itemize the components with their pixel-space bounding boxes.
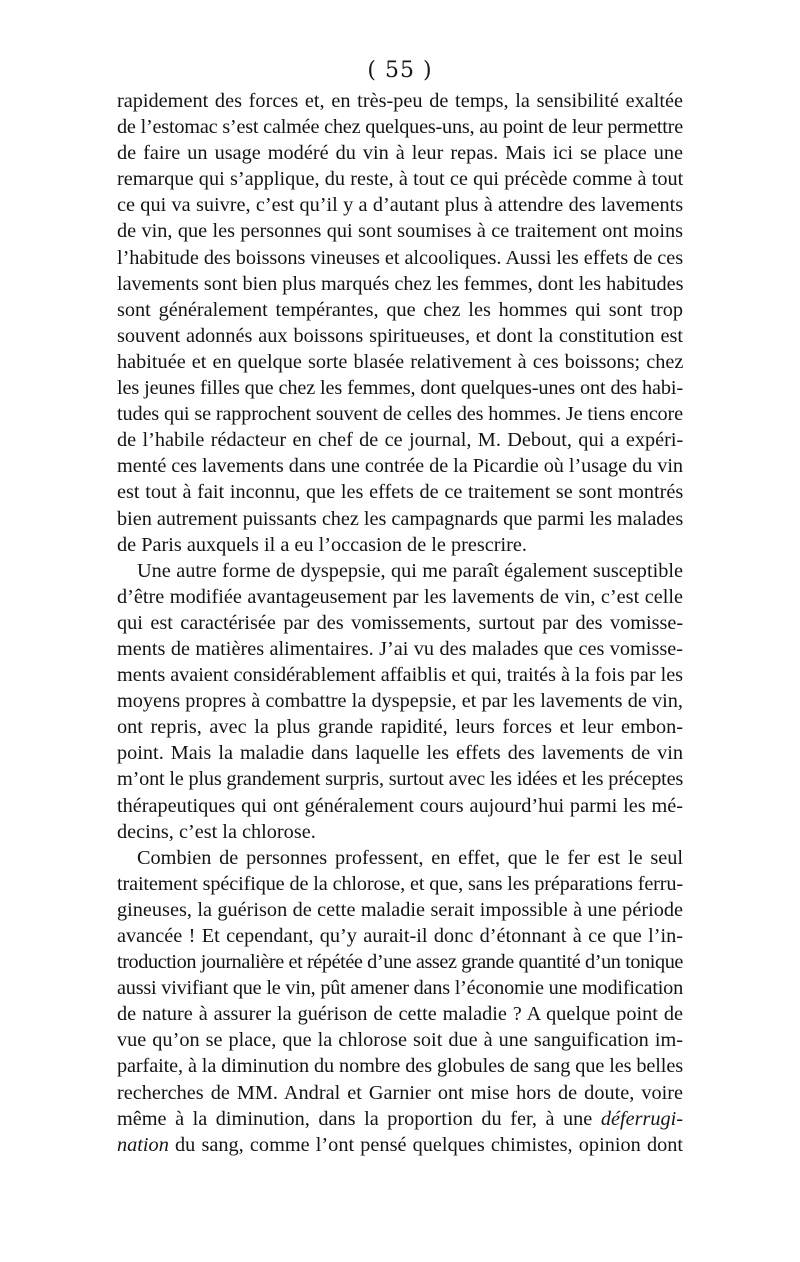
text-line: rapidement des forces et, en très-peu de temps, la sensibilité exaltée: [117, 90, 683, 112]
text-line: d’être modifiée avantageusement par les lavements de vin, c’est celle: [117, 585, 683, 608]
text-line: de faire un usage modéré du vin à leur repas. Mais ici se place une: [117, 142, 683, 165]
text-line: bien autrement puissants chez les campagnards que parmi les malades: [117, 507, 683, 530]
paragraph-2: [117, 558, 683, 845]
text-line: l’habitude des boissons vineuses et alcooliques. Aussi les effets de ces: [117, 246, 683, 269]
paragraph-3: [117, 845, 683, 1158]
text-line: ments avaient considérablement affaiblis et qui, traités à la fois par les: [117, 664, 683, 687]
text-fragment: même à la diminution, dans la proportion du fer, à une: [117, 1107, 601, 1130]
text-line: thérapeutiques qui ont généralement cours aujourd’hui parmi les mé-: [117, 794, 683, 817]
text-line: vue qu’on se place, que la chlorose soit due à une sanguification im-: [117, 1029, 683, 1052]
text-line: point. Mais la maladie dans laquelle les effets des lavements de vin: [117, 742, 683, 765]
text-line: les jeunes filles que chez les femmes, dont quelques-unes ont des habi-: [117, 377, 683, 400]
text-line: moyens propres à combattre la dyspepsie, et par les lavements de vin,: [117, 690, 683, 713]
text-line: remarque qui s’applique, du reste, à tout ce qui précède comme à tout: [117, 168, 683, 191]
text-line: gineuses, la guérison de cette maladie serait impossible à une période: [117, 898, 683, 921]
text-line: tudes qui se rapprochent souvent de celles des hommes. Je tiens encore: [117, 403, 683, 426]
page-number: ( 55 ): [367, 58, 433, 83]
text-line: Une autre forme de dyspepsie, qui me paraît également susceptible: [137, 559, 683, 582]
text-fragment: du sang, comme l’ont pensé quelques chimistes, opinion dont: [168, 1133, 683, 1156]
italic-word: déferrugi-: [600, 1107, 683, 1130]
text-line: souvent adonnés aux boissons spiritueuses, et dont la constitution est: [117, 324, 683, 347]
paragraph-1: [117, 88, 683, 558]
text-line: troduction journalière et répétée d’une assez grande quantité d’un tonique: [117, 951, 683, 974]
text-line: [117, 1106, 683, 1132]
body-text: [117, 88, 683, 1158]
text-line: lavements sont bien plus marqués chez les femmes, dont les habitudes: [117, 272, 683, 295]
text-line: menté ces lavements dans une contrée de la Picardie où l’usage du vin: [117, 455, 683, 478]
text-line: Combien de personnes professent, en effet, que le fer est le seul: [137, 846, 683, 869]
text-line: de Paris auxquels il a eu l’occasion de le prescrire.: [117, 533, 527, 556]
text-line: sont généralement tempérantes, que chez les hommes qui sont trop: [117, 298, 683, 321]
text-line: parfaite, à la diminution du nombre des globules de sang que les belles: [117, 1055, 683, 1078]
text-line: de l’estomac s’est calmée chez quelques-uns, au point de leur permettre: [117, 116, 683, 139]
text-line: habituée et en quelque sorte blasée relativement à ces boissons; chez: [117, 350, 683, 373]
text-line: aussi vivifiant que le vin, pût amener dans l’économie une modification: [117, 977, 683, 1000]
text-line: est tout à fait inconnu, que les effets de ce traitement se sont montrés: [117, 481, 683, 504]
text-line: ont repris, avec la plus grande rapidité, leurs forces et leur embon-: [117, 716, 683, 739]
text-line: de nature à assurer la guérison de cette maladie ? A quelque point de: [117, 1003, 683, 1026]
text-line: qui est caractérisée par des vomissements, surtout par des vomisse-: [117, 611, 683, 634]
text-line: avancée ! Et cependant, qu’y aurait-il donc d’étonnant à ce que l’in-: [117, 925, 683, 947]
text-line: ce qui va suivre, c’est qu’il y a d’autant plus à attendre des lavements: [117, 194, 683, 217]
text-line: recherches de MM. Andral et Garnier ont mise hors de doute, voire: [117, 1081, 683, 1104]
text-line: traitement spécifique de la chlorose, et que, sans les préparations ferru-: [117, 872, 683, 895]
text-line: m’ont le plus grandement surpris, surtout avec les idées et les préceptes: [117, 768, 683, 791]
text-line: decins, c’est la chlorose.: [117, 820, 316, 843]
text-line: de vin, que les personnes qui sont soumises à ce traitement ont moins: [117, 220, 683, 243]
text-line: [117, 1132, 683, 1158]
text-line: ments de matières alimentaires. J’ai vu des malades que ces vomisse-: [117, 637, 683, 660]
italic-word: nation: [117, 1133, 169, 1156]
text-line: de l’habile rédacteur en chef de ce journal, M. Debout, qui a expéri-: [117, 429, 683, 452]
